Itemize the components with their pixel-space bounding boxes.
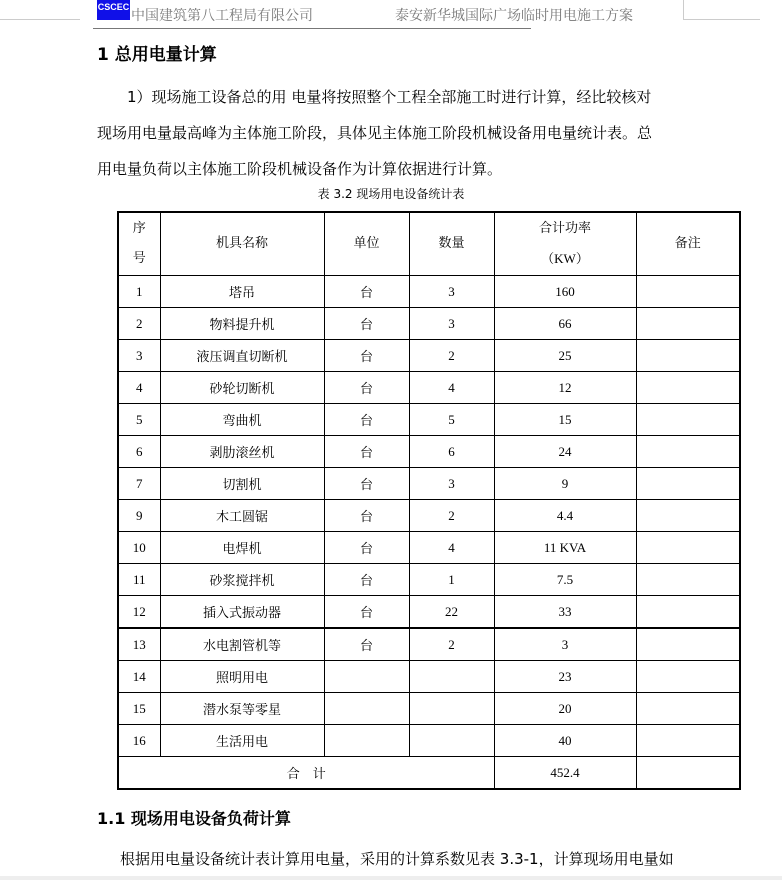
cell-power: 66 [494, 308, 636, 340]
cell-unit: 台 [324, 276, 409, 308]
cell-remark [636, 564, 740, 596]
cell-unit: 台 [324, 372, 409, 404]
cell-no: 2 [118, 308, 160, 340]
table-row [118, 564, 740, 596]
header-company: 中国建筑第八工程局有限公司 [131, 8, 313, 24]
page-corner-mark [0, 19, 80, 20]
cell-name: 砂浆搅拌机 [160, 564, 324, 596]
cell-no: 7 [118, 468, 160, 500]
cell-unit: 台 [324, 500, 409, 532]
cell-name: 潜水泵等零星 [160, 693, 324, 725]
subsection-heading: 1.1 现场用电设备负荷计算 [97, 809, 291, 828]
cell-remark [636, 372, 740, 404]
cell-power: 7.5 [494, 564, 636, 596]
cell-name: 切割机 [160, 468, 324, 500]
cell-name: 剥肋滚丝机 [160, 436, 324, 468]
header-power: 合计功率 （KW） [494, 212, 636, 276]
header-remark: 备注 [636, 212, 740, 276]
cell-qty: 3 [409, 308, 494, 340]
cell-no: 11 [118, 564, 160, 596]
cell-no: 6 [118, 436, 160, 468]
header-project: 泰安新华城国际广场临时用电施工方案 [395, 8, 633, 24]
table-row [118, 340, 740, 372]
header-no: 序 号 [118, 212, 160, 276]
section-heading: 1 总用电量计算 [97, 45, 217, 65]
cell-no: 14 [118, 661, 160, 693]
header-qty: 数量 [409, 212, 494, 276]
page-corner-mark [683, 0, 684, 20]
cell-qty: 1 [409, 564, 494, 596]
equipment-table [117, 211, 741, 790]
cell-power: 40 [494, 725, 636, 757]
header-unit: 单位 [324, 212, 409, 276]
cell-qty: 4 [409, 372, 494, 404]
cell-name: 液压调直切断机 [160, 340, 324, 372]
cell-power: 160 [494, 276, 636, 308]
cell-no: 3 [118, 340, 160, 372]
cell-unit: 台 [324, 308, 409, 340]
cell-qty: 5 [409, 404, 494, 436]
table-row [118, 628, 740, 661]
header-divider [93, 28, 531, 29]
cell-name: 生活用电 [160, 725, 324, 757]
table-row [118, 276, 740, 308]
cell-qty: 3 [409, 468, 494, 500]
cell-unit: 台 [324, 404, 409, 436]
cell-unit: 台 [324, 436, 409, 468]
cell-power: 9 [494, 468, 636, 500]
cell-no: 16 [118, 725, 160, 757]
paragraph-line: 现场用电量最高峰为主体施工阶段，具体见主体施工阶段机械设备用电量统计表。总 [97, 124, 653, 142]
cell-power: 33 [494, 596, 636, 629]
table-row [118, 468, 740, 500]
cell-qty: 3 [409, 276, 494, 308]
cell-qty: 4 [409, 532, 494, 564]
paragraph-line: 1）现场施工设备总的用 电量将按照整个工程全部施工时进行计算，经比较核对 [127, 88, 652, 106]
company-logo: CSCEC [97, 0, 130, 20]
table-row [118, 372, 740, 404]
cell-qty: 2 [409, 340, 494, 372]
cell-no: 1 [118, 276, 160, 308]
table-caption: 表 3.2 现场用电设备统计表 [317, 187, 465, 201]
cell-unit [324, 725, 409, 757]
cell-remark [636, 596, 740, 629]
cell-unit: 台 [324, 468, 409, 500]
cell-name: 砂轮切断机 [160, 372, 324, 404]
cell-name: 塔吊 [160, 276, 324, 308]
table-row [118, 693, 740, 725]
table-row [118, 404, 740, 436]
cell-power: 15 [494, 404, 636, 436]
cell-remark [636, 436, 740, 468]
page-corner-mark [684, 19, 760, 20]
cell-remark [636, 308, 740, 340]
cell-power: 3 [494, 628, 636, 661]
table-row [118, 532, 740, 564]
cell-name: 弯曲机 [160, 404, 324, 436]
table-row [118, 596, 740, 629]
cell-no: 4 [118, 372, 160, 404]
cell-unit: 台 [324, 564, 409, 596]
cell-remark [636, 468, 740, 500]
cell-qty: 2 [409, 628, 494, 661]
cell-name: 插入式振动器 [160, 596, 324, 629]
cell-power: 23 [494, 661, 636, 693]
cell-power: 25 [494, 340, 636, 372]
cell-qty [409, 725, 494, 757]
cell-no: 13 [118, 628, 160, 661]
cell-name: 水电割管机等 [160, 628, 324, 661]
cell-remark [636, 661, 740, 693]
cell-power: 4.4 [494, 500, 636, 532]
cell-remark [636, 500, 740, 532]
cell-name: 木工圆锯 [160, 500, 324, 532]
cell-remark [636, 725, 740, 757]
cell-name: 电焊机 [160, 532, 324, 564]
cell-power: 11 KVA [494, 532, 636, 564]
cell-remark [636, 340, 740, 372]
cell-unit: 台 [324, 532, 409, 564]
header-name: 机具名称 [160, 212, 324, 276]
cell-unit [324, 661, 409, 693]
cell-no: 12 [118, 596, 160, 629]
table-row [118, 308, 740, 340]
cell-remark [636, 628, 740, 661]
table-row [118, 436, 740, 468]
cell-name: 物料提升机 [160, 308, 324, 340]
cell-name: 照明用电 [160, 661, 324, 693]
cell-unit [324, 693, 409, 725]
table-total-row [118, 757, 740, 790]
cell-power: 20 [494, 693, 636, 725]
total-value: 452.4 [494, 757, 636, 790]
cell-qty: 6 [409, 436, 494, 468]
cell-remark [636, 404, 740, 436]
page-bottom-edge [0, 876, 782, 880]
cell-remark [636, 276, 740, 308]
cell-remark [636, 693, 740, 725]
cell-qty: 22 [409, 596, 494, 629]
table-row [118, 500, 740, 532]
cell-qty [409, 661, 494, 693]
cell-no: 10 [118, 532, 160, 564]
cell-unit: 台 [324, 340, 409, 372]
paragraph-line: 根据用电量设备统计表计算用电量，采用的计算系数见表 3.3-1，计算现场用电量如 [120, 850, 674, 868]
table-row [118, 661, 740, 693]
cell-qty: 2 [409, 500, 494, 532]
cell-remark [636, 532, 740, 564]
cell-no: 15 [118, 693, 160, 725]
paragraph-line: 用电量负荷以主体施工阶段机械设备作为计算依据进行计算。 [97, 160, 503, 178]
cell-unit: 台 [324, 628, 409, 661]
total-label: 合 计 [118, 757, 494, 790]
total-remark [636, 757, 740, 790]
cell-no: 5 [118, 404, 160, 436]
cell-power: 12 [494, 372, 636, 404]
table-header-row [118, 212, 740, 276]
table-row [118, 725, 740, 757]
cell-power: 24 [494, 436, 636, 468]
cell-no: 9 [118, 500, 160, 532]
cell-qty [409, 693, 494, 725]
cell-unit: 台 [324, 596, 409, 629]
